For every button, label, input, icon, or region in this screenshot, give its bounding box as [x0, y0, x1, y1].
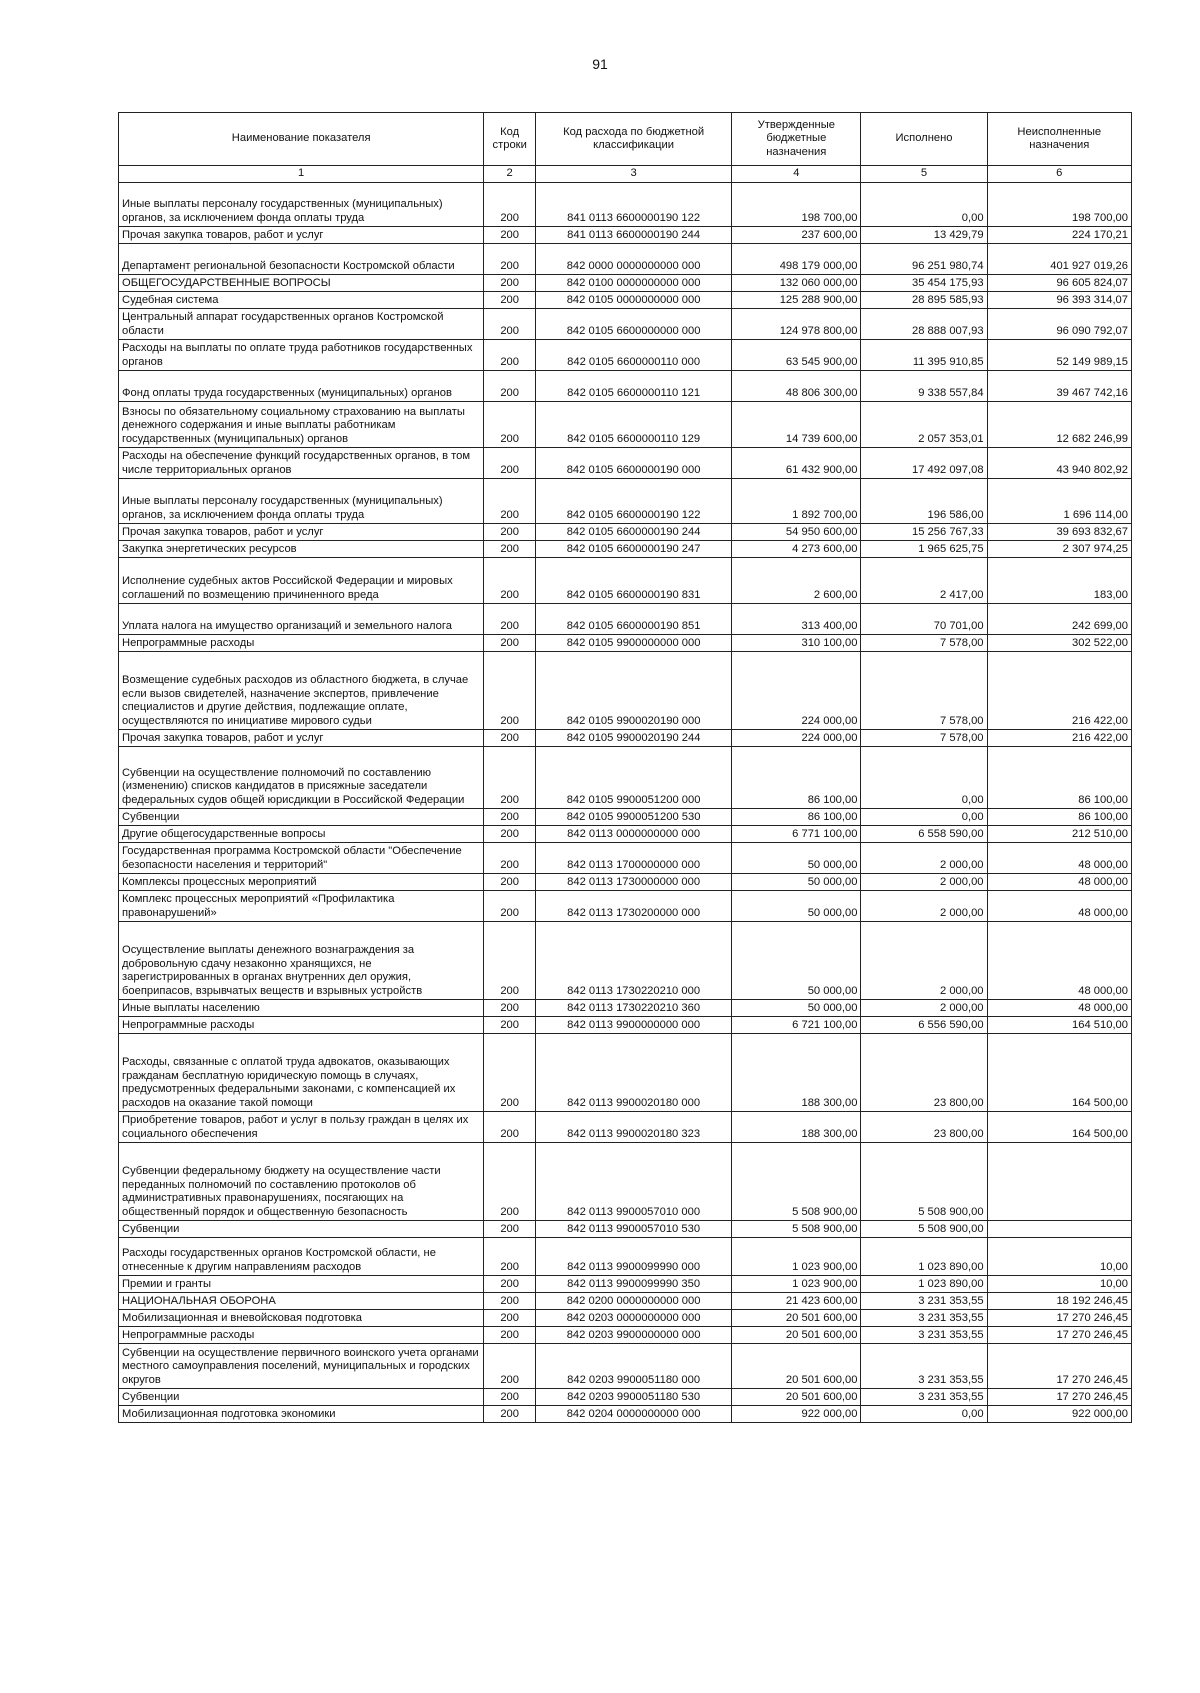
row-name: Субвенции на осуществление первичного воинского учета органами местного самоуправления поселений, муниципальных и городских округов [119, 1344, 484, 1389]
column-header-executed: Исполнено [861, 113, 987, 166]
row-name: Комплексы процессных мероприятий [119, 874, 484, 891]
table-row [119, 402, 1132, 448]
row-name: Уплата налога на имущество организаций и земельного налога [119, 604, 484, 635]
row-unexecuted-amount: 48 000,00 [987, 922, 1131, 1000]
table-row [119, 340, 1132, 371]
row-executed-amount: 2 000,00 [861, 874, 987, 891]
row-approved-amount: 50 000,00 [732, 1000, 861, 1017]
row-executed-amount: 5 508 900,00 [861, 1221, 987, 1238]
row-name: Закупка энергетических ресурсов [119, 541, 484, 558]
row-name: Иные выплаты персоналу государственных (муниципальных) органов, за исключением фонда оплаты труда [119, 183, 484, 227]
row-approved-amount: 1 892 700,00 [732, 479, 861, 524]
row-line-code: 200 [484, 604, 536, 635]
row-name: Прочая закупка товаров, работ и услуг [119, 730, 484, 747]
page-number: 91 [592, 56, 608, 72]
row-executed-amount: 35 454 175,93 [861, 275, 987, 292]
row-executed-amount: 3 231 353,55 [861, 1310, 987, 1327]
row-unexecuted-amount: 17 270 246,45 [987, 1327, 1131, 1344]
row-approved-amount: 922 000,00 [732, 1406, 861, 1423]
row-approved-amount: 237 600,00 [732, 227, 861, 244]
row-budget-code: 841 0113 6600000190 244 [536, 227, 732, 244]
table-row [119, 1276, 1132, 1293]
row-executed-amount: 6 558 590,00 [861, 826, 987, 843]
row-approved-amount: 188 300,00 [732, 1034, 861, 1112]
row-executed-amount: 23 800,00 [861, 1034, 987, 1112]
row-approved-amount: 50 000,00 [732, 891, 861, 922]
table-row [119, 809, 1132, 826]
row-line-code: 200 [484, 1406, 536, 1423]
row-unexecuted-amount: 17 270 246,45 [987, 1389, 1131, 1406]
table-header-row [119, 113, 1132, 166]
row-budget-code: 842 0113 1730220210 360 [536, 1000, 732, 1017]
budget-execution-table [118, 112, 1132, 1423]
row-line-code: 200 [484, 227, 536, 244]
row-unexecuted-amount: 17 270 246,45 [987, 1344, 1131, 1389]
row-unexecuted-amount: 52 149 989,15 [987, 340, 1131, 371]
row-budget-code: 842 0105 9900020190 000 [536, 652, 732, 730]
row-line-code: 200 [484, 1344, 536, 1389]
row-line-code: 200 [484, 1238, 536, 1276]
row-budget-code: 842 0105 6600000190 851 [536, 604, 732, 635]
column-header-budget-code: Код расхода по бюджетной классификации [536, 113, 732, 166]
row-executed-amount: 3 231 353,55 [861, 1389, 987, 1406]
row-unexecuted-amount: 2 307 974,25 [987, 541, 1131, 558]
row-name: Прочая закупка товаров, работ и услуг [119, 524, 484, 541]
row-executed-amount: 0,00 [861, 183, 987, 227]
row-name: Приобретение товаров, работ и услуг в пользу граждан в целях их социального обеспечения [119, 1112, 484, 1143]
table-row [119, 371, 1132, 402]
row-unexecuted-amount: 43 940 802,92 [987, 448, 1131, 479]
row-line-code: 200 [484, 922, 536, 1000]
row-unexecuted-amount: 302 522,00 [987, 635, 1131, 652]
row-name: Иные выплаты персоналу государственных (муниципальных) органов, за исключением фонда оплаты труда [119, 479, 484, 524]
row-approved-amount: 5 508 900,00 [732, 1143, 861, 1221]
row-name: Мобилизационная и вневойсковая подготовка [119, 1310, 484, 1327]
row-name: Центральный аппарат государственных органов Костромской области [119, 309, 484, 340]
row-approved-amount: 50 000,00 [732, 922, 861, 1000]
row-name: Субвенции [119, 1221, 484, 1238]
row-line-code: 200 [484, 635, 536, 652]
row-unexecuted-amount: 48 000,00 [987, 843, 1131, 874]
row-budget-code: 842 0105 9900051200 530 [536, 809, 732, 826]
row-unexecuted-amount: 86 100,00 [987, 747, 1131, 809]
row-line-code: 200 [484, 402, 536, 448]
row-name: Расходы на обеспечение функций государственных органов, в том числе территориальных органов [119, 448, 484, 479]
row-executed-amount: 15 256 767,33 [861, 524, 987, 541]
row-name: НАЦИОНАЛЬНАЯ ОБОРОНА [119, 1293, 484, 1310]
row-executed-amount: 9 338 557,84 [861, 371, 987, 402]
row-budget-code: 842 0105 6600000190 244 [536, 524, 732, 541]
row-line-code: 200 [484, 1034, 536, 1112]
row-budget-code: 841 0113 6600000190 122 [536, 183, 732, 227]
row-executed-amount: 0,00 [861, 747, 987, 809]
row-budget-code: 842 0113 1730220210 000 [536, 922, 732, 1000]
row-budget-code: 842 0000 0000000000 000 [536, 244, 732, 275]
row-line-code: 200 [484, 558, 536, 604]
table-row [119, 309, 1132, 340]
row-unexecuted-amount: 10,00 [987, 1238, 1131, 1276]
table-row [119, 1344, 1132, 1389]
row-approved-amount: 63 545 900,00 [732, 340, 861, 371]
row-name: Непрограммные расходы [119, 1327, 484, 1344]
row-budget-code: 842 0105 0000000000 000 [536, 292, 732, 309]
row-line-code: 200 [484, 874, 536, 891]
row-executed-amount: 2 417,00 [861, 558, 987, 604]
row-unexecuted-amount: 1 696 114,00 [987, 479, 1131, 524]
row-approved-amount: 86 100,00 [732, 809, 861, 826]
row-line-code: 200 [484, 1112, 536, 1143]
row-budget-code: 842 0203 9900000000 000 [536, 1327, 732, 1344]
row-line-code: 200 [484, 292, 536, 309]
row-executed-amount: 13 429,79 [861, 227, 987, 244]
row-line-code: 200 [484, 340, 536, 371]
row-unexecuted-amount: 216 422,00 [987, 652, 1131, 730]
table-body [119, 183, 1132, 1423]
table-row [119, 1238, 1132, 1276]
row-approved-amount: 6 771 100,00 [732, 826, 861, 843]
row-budget-code: 842 0105 6600000110 000 [536, 340, 732, 371]
row-budget-code: 842 0113 0000000000 000 [536, 826, 732, 843]
row-line-code: 200 [484, 1017, 536, 1034]
row-line-code: 200 [484, 891, 536, 922]
row-budget-code: 842 0113 9900020180 000 [536, 1034, 732, 1112]
row-name: Премии и гранты [119, 1276, 484, 1293]
row-approved-amount: 313 400,00 [732, 604, 861, 635]
row-approved-amount: 20 501 600,00 [732, 1310, 861, 1327]
row-approved-amount: 224 000,00 [732, 730, 861, 747]
row-line-code: 200 [484, 244, 536, 275]
row-budget-code: 842 0113 9900057010 000 [536, 1143, 732, 1221]
row-approved-amount: 498 179 000,00 [732, 244, 861, 275]
row-budget-code: 842 0200 0000000000 000 [536, 1293, 732, 1310]
table-row [119, 1406, 1132, 1423]
row-executed-amount: 70 701,00 [861, 604, 987, 635]
row-unexecuted-amount: 212 510,00 [987, 826, 1131, 843]
row-executed-amount: 2 000,00 [861, 1000, 987, 1017]
table-row [119, 1000, 1132, 1017]
row-name: Субвенции [119, 1389, 484, 1406]
row-executed-amount: 5 508 900,00 [861, 1143, 987, 1221]
row-name: Расходы, связанные с оплатой труда адвокатов, оказывающих гражданам бесплатную юридическую помощь в случаях, предусмотренных федеральными законами, с компенсацией их расходов на оказание такой помощи [119, 1034, 484, 1112]
row-budget-code: 842 0113 9900057010 530 [536, 1221, 732, 1238]
row-executed-amount: 0,00 [861, 1406, 987, 1423]
row-unexecuted-amount: 216 422,00 [987, 730, 1131, 747]
row-approved-amount: 21 423 600,00 [732, 1293, 861, 1310]
row-approved-amount: 20 501 600,00 [732, 1389, 861, 1406]
row-approved-amount: 14 739 600,00 [732, 402, 861, 448]
row-name: Взносы по обязательному социальному страхованию на выплаты денежного содержания и иные выплаты работникам государственных (муниципальных) органов [119, 402, 484, 448]
row-line-code: 200 [484, 479, 536, 524]
row-unexecuted-amount: 198 700,00 [987, 183, 1131, 227]
row-line-code: 200 [484, 1143, 536, 1221]
column-number: 4 [732, 166, 861, 183]
row-line-code: 200 [484, 843, 536, 874]
row-budget-code: 842 0113 9900000000 000 [536, 1017, 732, 1034]
row-unexecuted-amount: 17 270 246,45 [987, 1310, 1131, 1327]
row-budget-code: 842 0105 6600000110 121 [536, 371, 732, 402]
row-name: Расходы на выплаты по оплате труда работников государственных органов [119, 340, 484, 371]
row-executed-amount: 6 556 590,00 [861, 1017, 987, 1034]
column-header-approved: Утвержденные бюджетные назначения [732, 113, 861, 166]
row-name: Иные выплаты населению [119, 1000, 484, 1017]
row-approved-amount: 50 000,00 [732, 874, 861, 891]
row-executed-amount: 2 000,00 [861, 891, 987, 922]
row-name: Судебная система [119, 292, 484, 309]
row-unexecuted-amount [987, 1221, 1131, 1238]
column-number: 3 [536, 166, 732, 183]
row-budget-code: 842 0113 1700000000 000 [536, 843, 732, 874]
row-approved-amount: 48 806 300,00 [732, 371, 861, 402]
table-row [119, 1221, 1132, 1238]
row-budget-code: 842 0105 6600000190 000 [536, 448, 732, 479]
row-executed-amount: 3 231 353,55 [861, 1344, 987, 1389]
row-unexecuted-amount: 48 000,00 [987, 891, 1131, 922]
row-unexecuted-amount: 48 000,00 [987, 1000, 1131, 1017]
row-unexecuted-amount: 48 000,00 [987, 874, 1131, 891]
row-executed-amount: 1 023 890,00 [861, 1276, 987, 1293]
row-approved-amount: 1 023 900,00 [732, 1276, 861, 1293]
table-row [119, 730, 1132, 747]
row-budget-code: 842 0105 6600000110 129 [536, 402, 732, 448]
row-name: Государственная программа Костромской области "Обеспечение безопасности населения и территорий" [119, 843, 484, 874]
column-header-line-code: Код строки [484, 113, 536, 166]
row-unexecuted-amount: 164 510,00 [987, 1017, 1131, 1034]
table-row [119, 244, 1132, 275]
row-name: Субвенции на осуществление полномочий по составлению (изменению) списков кандидатов в присяжные заседатели федеральных судов общей юрисдикции в Российской Федерации [119, 747, 484, 809]
row-approved-amount: 2 600,00 [732, 558, 861, 604]
row-line-code: 200 [484, 183, 536, 227]
row-budget-code: 842 0105 9900020190 244 [536, 730, 732, 747]
row-unexecuted-amount: 164 500,00 [987, 1112, 1131, 1143]
row-executed-amount: 7 578,00 [861, 652, 987, 730]
table-row [119, 1112, 1132, 1143]
row-name: Фонд оплаты труда государственных (муниципальных) органов [119, 371, 484, 402]
table-row [119, 292, 1132, 309]
row-name: Возмещение судебных расходов из областного бюджета, в случае если вызов свидетелей, назначение экспертов, привлечение специалистов и другие действия, подлежащие оплате, осуществляются по инициативе мирового судьи [119, 652, 484, 730]
table-row [119, 1310, 1132, 1327]
row-unexecuted-amount: 96 393 314,07 [987, 292, 1131, 309]
table-row [119, 1143, 1132, 1221]
row-line-code: 200 [484, 1310, 536, 1327]
row-approved-amount: 50 000,00 [732, 843, 861, 874]
row-line-code: 200 [484, 1293, 536, 1310]
table-row [119, 1327, 1132, 1344]
row-budget-code: 842 0100 0000000000 000 [536, 275, 732, 292]
row-line-code: 200 [484, 448, 536, 479]
column-header-name: Наименование показателя [119, 113, 484, 166]
row-line-code: 200 [484, 309, 536, 340]
row-approved-amount: 6 721 100,00 [732, 1017, 861, 1034]
row-name: Непрограммные расходы [119, 635, 484, 652]
row-executed-amount: 2 000,00 [861, 843, 987, 874]
table-row [119, 826, 1132, 843]
row-approved-amount: 86 100,00 [732, 747, 861, 809]
row-budget-code: 842 0113 9900099990 000 [536, 1238, 732, 1276]
row-line-code: 200 [484, 1276, 536, 1293]
row-budget-code: 842 0105 9900051200 000 [536, 747, 732, 809]
row-line-code: 200 [484, 826, 536, 843]
row-executed-amount: 1 965 625,75 [861, 541, 987, 558]
row-unexecuted-amount: 39 467 742,16 [987, 371, 1131, 402]
row-unexecuted-amount: 183,00 [987, 558, 1131, 604]
row-unexecuted-amount [987, 1143, 1131, 1221]
row-unexecuted-amount: 224 170,21 [987, 227, 1131, 244]
row-unexecuted-amount: 18 192 246,45 [987, 1293, 1131, 1310]
row-approved-amount: 61 432 900,00 [732, 448, 861, 479]
table-row [119, 1389, 1132, 1406]
row-line-code: 200 [484, 275, 536, 292]
row-executed-amount: 11 395 910,85 [861, 340, 987, 371]
row-line-code: 200 [484, 524, 536, 541]
column-number: 2 [484, 166, 536, 183]
table-row [119, 604, 1132, 635]
table-row [119, 524, 1132, 541]
row-budget-code: 842 0105 6600000190 122 [536, 479, 732, 524]
row-approved-amount: 188 300,00 [732, 1112, 861, 1143]
row-approved-amount: 54 950 600,00 [732, 524, 861, 541]
row-executed-amount: 17 492 097,08 [861, 448, 987, 479]
row-line-code: 200 [484, 371, 536, 402]
column-header-unexecuted: Неисполненные назначения [987, 113, 1131, 166]
row-executed-amount: 7 578,00 [861, 730, 987, 747]
row-approved-amount: 4 273 600,00 [732, 541, 861, 558]
row-executed-amount: 0,00 [861, 809, 987, 826]
row-executed-amount: 7 578,00 [861, 635, 987, 652]
row-unexecuted-amount: 12 682 246,99 [987, 402, 1131, 448]
row-budget-code: 842 0204 0000000000 000 [536, 1406, 732, 1423]
row-name: ОБЩЕГОСУДАРСТВЕННЫЕ ВОПРОСЫ [119, 275, 484, 292]
row-line-code: 200 [484, 730, 536, 747]
row-budget-code: 842 0113 1730200000 000 [536, 891, 732, 922]
table-row [119, 635, 1132, 652]
row-name: Другие общегосударственные вопросы [119, 826, 484, 843]
row-executed-amount: 28 888 007,93 [861, 309, 987, 340]
row-line-code: 200 [484, 747, 536, 809]
row-approved-amount: 1 023 900,00 [732, 1238, 861, 1276]
table-row [119, 448, 1132, 479]
row-approved-amount: 20 501 600,00 [732, 1327, 861, 1344]
row-name: Исполнение судебных актов Российской Федерации и мировых соглашений по возмещению причиненного вреда [119, 558, 484, 604]
row-unexecuted-amount: 86 100,00 [987, 809, 1131, 826]
row-name: Департамент региональной безопасности Костромской области [119, 244, 484, 275]
row-line-code: 200 [484, 1000, 536, 1017]
table-row [119, 652, 1132, 730]
row-budget-code: 842 0105 9900000000 000 [536, 635, 732, 652]
row-budget-code: 842 0113 9900020180 323 [536, 1112, 732, 1143]
table-row [119, 1293, 1132, 1310]
row-approved-amount: 125 288 900,00 [732, 292, 861, 309]
row-approved-amount: 124 978 800,00 [732, 309, 861, 340]
row-name: Непрограммные расходы [119, 1017, 484, 1034]
row-budget-code: 842 0203 9900051180 000 [536, 1344, 732, 1389]
table-row [119, 558, 1132, 604]
table-row [119, 1034, 1132, 1112]
row-line-code: 200 [484, 1327, 536, 1344]
table-row [119, 227, 1132, 244]
table-row [119, 922, 1132, 1000]
row-budget-code: 842 0203 9900051180 530 [536, 1389, 732, 1406]
row-unexecuted-amount: 96 605 824,07 [987, 275, 1131, 292]
table-row [119, 275, 1132, 292]
row-executed-amount: 96 251 980,74 [861, 244, 987, 275]
row-line-code: 200 [484, 1221, 536, 1238]
row-unexecuted-amount: 922 000,00 [987, 1406, 1131, 1423]
row-budget-code: 842 0113 9900099990 350 [536, 1276, 732, 1293]
row-executed-amount: 3 231 353,55 [861, 1327, 987, 1344]
row-approved-amount: 224 000,00 [732, 652, 861, 730]
row-line-code: 200 [484, 809, 536, 826]
row-unexecuted-amount: 96 090 792,07 [987, 309, 1131, 340]
table-row [119, 747, 1132, 809]
row-name: Субвенции федеральному бюджету на осуществление части переданных полномочий по составлению протоколов об административных правонарушениях, посягающих на общественный порядок и общественную безопасность [119, 1143, 484, 1221]
row-executed-amount: 1 023 890,00 [861, 1238, 987, 1276]
row-budget-code: 842 0105 6600000190 247 [536, 541, 732, 558]
row-executed-amount: 2 057 353,01 [861, 402, 987, 448]
row-line-code: 200 [484, 652, 536, 730]
row-approved-amount: 20 501 600,00 [732, 1344, 861, 1389]
row-unexecuted-amount: 242 699,00 [987, 604, 1131, 635]
row-budget-code: 842 0203 0000000000 000 [536, 1310, 732, 1327]
row-name: Субвенции [119, 809, 484, 826]
table-row [119, 541, 1132, 558]
table-row [119, 874, 1132, 891]
table-row [119, 479, 1132, 524]
column-number: 6 [987, 166, 1131, 183]
row-executed-amount: 196 586,00 [861, 479, 987, 524]
row-name: Осуществление выплаты денежного вознаграждения за добровольную сдачу незаконно хранящихся, не зарегистрированных в органах внутренних дел оружия, боеприпасов, взрывчатых веществ и взрывных устройств [119, 922, 484, 1000]
row-unexecuted-amount: 10,00 [987, 1276, 1131, 1293]
row-budget-code: 842 0105 6600000000 000 [536, 309, 732, 340]
row-approved-amount: 198 700,00 [732, 183, 861, 227]
column-number: 1 [119, 166, 484, 183]
row-unexecuted-amount: 164 500,00 [987, 1034, 1131, 1112]
row-executed-amount: 3 231 353,55 [861, 1293, 987, 1310]
table-row [119, 1017, 1132, 1034]
row-approved-amount: 310 100,00 [732, 635, 861, 652]
column-number: 5 [861, 166, 987, 183]
table-row [119, 183, 1132, 227]
row-executed-amount: 23 800,00 [861, 1112, 987, 1143]
row-name: Расходы государственных органов Костромской области, не отнесенные к другим направлениям расходов [119, 1238, 484, 1276]
row-approved-amount: 132 060 000,00 [732, 275, 861, 292]
row-budget-code: 842 0105 6600000190 831 [536, 558, 732, 604]
column-number-row [119, 166, 1132, 183]
row-executed-amount: 28 895 585,93 [861, 292, 987, 309]
row-approved-amount: 5 508 900,00 [732, 1221, 861, 1238]
row-unexecuted-amount: 401 927 019,26 [987, 244, 1131, 275]
row-name: Мобилизационная подготовка экономики [119, 1406, 484, 1423]
table-row [119, 891, 1132, 922]
row-budget-code: 842 0113 1730000000 000 [536, 874, 732, 891]
row-line-code: 200 [484, 541, 536, 558]
row-name: Комплекс процессных мероприятий «Профилактика правонарушений» [119, 891, 484, 922]
row-name: Прочая закупка товаров, работ и услуг [119, 227, 484, 244]
row-line-code: 200 [484, 1389, 536, 1406]
table-row [119, 843, 1132, 874]
row-unexecuted-amount: 39 693 832,67 [987, 524, 1131, 541]
row-executed-amount: 2 000,00 [861, 922, 987, 1000]
